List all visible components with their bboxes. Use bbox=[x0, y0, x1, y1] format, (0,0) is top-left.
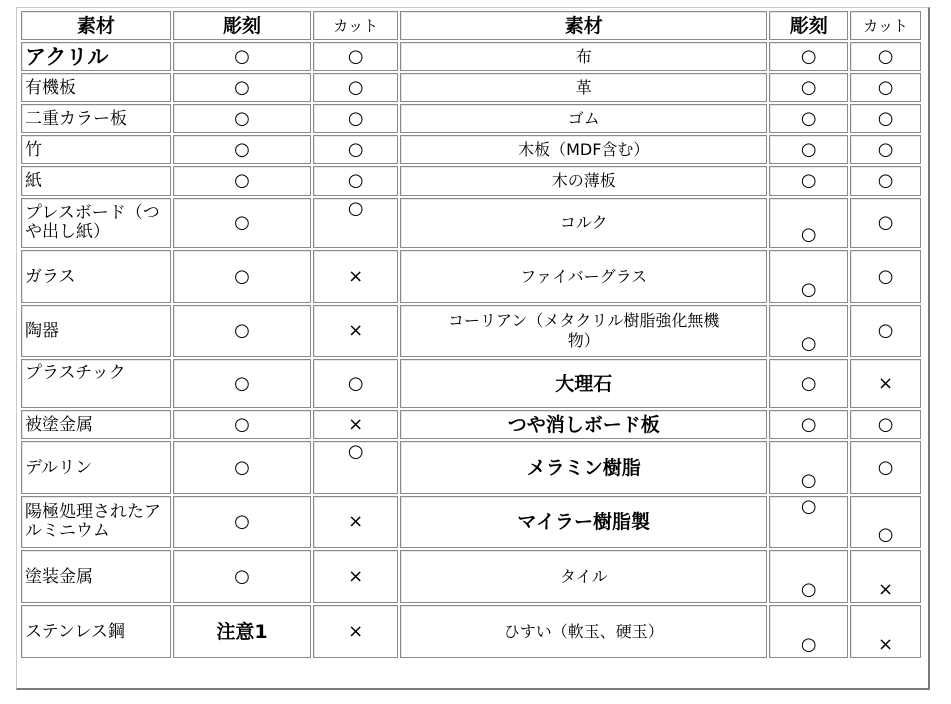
cut-mark: ○ bbox=[850, 250, 921, 303]
cut-mark: ○ bbox=[850, 135, 921, 164]
cut-mark: × bbox=[850, 550, 921, 603]
engrave-mark: ○ bbox=[173, 104, 312, 133]
cut-mark: ○ bbox=[850, 198, 921, 248]
cut-mark: ○ bbox=[850, 496, 921, 548]
header-engrave-left: 彫刻 bbox=[173, 11, 312, 40]
engrave-mark: ○ bbox=[173, 410, 312, 439]
table-row bbox=[21, 605, 921, 658]
material-name: コルク bbox=[400, 198, 767, 248]
engrave-mark: ○ bbox=[173, 73, 312, 102]
header-material-left: 素材 bbox=[21, 11, 171, 40]
material-name: 布 bbox=[400, 42, 767, 71]
material-name: ひすい（軟玉、硬玉） bbox=[400, 605, 767, 658]
engrave-mark: ○ bbox=[769, 135, 848, 164]
table-row bbox=[21, 441, 921, 494]
table-row bbox=[21, 359, 921, 408]
material-name: 木板（MDF含む） bbox=[400, 135, 767, 164]
material-name: プラスチック bbox=[21, 359, 171, 408]
header-row bbox=[21, 11, 921, 40]
cut-mark: × bbox=[850, 359, 921, 408]
cut-mark: ○ bbox=[850, 166, 921, 196]
engrave-mark: ○ bbox=[173, 198, 312, 248]
material-name: 被塗金属 bbox=[21, 410, 171, 439]
header-cut-left: カット bbox=[313, 11, 398, 40]
header-cut-right: カット bbox=[850, 11, 921, 40]
cut-mark: ○ bbox=[313, 359, 398, 408]
cut-mark: × bbox=[850, 605, 921, 658]
header-engrave-right: 彫刻 bbox=[769, 11, 848, 40]
engrave-mark: ○ bbox=[769, 496, 848, 548]
engrave-mark: ○ bbox=[173, 166, 312, 196]
engrave-mark: ○ bbox=[173, 441, 312, 494]
material-name: ガラス bbox=[21, 250, 171, 303]
material-name: 紙 bbox=[21, 166, 171, 196]
engrave-mark: ○ bbox=[769, 305, 848, 357]
table-row bbox=[21, 73, 921, 102]
table-row bbox=[21, 250, 921, 303]
header-material-right: 素材 bbox=[400, 11, 767, 40]
engrave-mark: ○ bbox=[769, 104, 848, 133]
material-name: 陶器 bbox=[21, 305, 171, 357]
cut-mark: ○ bbox=[850, 42, 921, 71]
cut-mark: ○ bbox=[850, 410, 921, 439]
cut-mark: ○ bbox=[313, 198, 398, 248]
table-row bbox=[21, 166, 921, 196]
material-name: つや消しボード板 bbox=[400, 410, 767, 439]
engrave-mark: ○ bbox=[769, 605, 848, 658]
engrave-mark: ○ bbox=[173, 550, 312, 603]
engrave-mark: ○ bbox=[173, 359, 312, 408]
engrave-mark: ○ bbox=[173, 250, 312, 303]
cut-mark: ○ bbox=[313, 104, 398, 133]
material-name: 木の薄板 bbox=[400, 166, 767, 196]
cut-mark: ○ bbox=[313, 441, 398, 494]
table-row bbox=[21, 550, 921, 603]
material-name: 大理石 bbox=[400, 359, 767, 408]
cut-mark: × bbox=[313, 305, 398, 357]
material-name: 二重カラー板 bbox=[21, 104, 171, 133]
material-name: マイラー樹脂製 bbox=[400, 496, 767, 548]
engrave-mark: ○ bbox=[769, 198, 848, 248]
cut-mark: ○ bbox=[850, 73, 921, 102]
materials-table bbox=[19, 9, 923, 660]
table-row bbox=[21, 42, 921, 71]
table-row bbox=[21, 410, 921, 439]
material-name: 革 bbox=[400, 73, 767, 102]
engrave-mark: ○ bbox=[769, 410, 848, 439]
table-row bbox=[21, 496, 921, 548]
engrave-mark: ○ bbox=[769, 250, 848, 303]
material-name: プレスボード（つや出し紙） bbox=[21, 198, 171, 248]
table-row bbox=[21, 104, 921, 133]
material-name: 塗装金属 bbox=[21, 550, 171, 603]
engrave-mark: ○ bbox=[173, 135, 312, 164]
cut-mark: × bbox=[313, 550, 398, 603]
material-name: 陽極処理されたアルミニウム bbox=[21, 496, 171, 548]
engrave-mark: ○ bbox=[173, 305, 312, 357]
material-name: デルリン bbox=[21, 441, 171, 494]
cut-mark: ○ bbox=[313, 42, 398, 71]
engrave-mark: ○ bbox=[769, 441, 848, 494]
engrave-mark: ○ bbox=[769, 73, 848, 102]
cut-mark: ○ bbox=[850, 305, 921, 357]
engrave-note: 注意1 bbox=[173, 605, 312, 658]
table-row bbox=[21, 135, 921, 164]
cut-mark: ○ bbox=[850, 441, 921, 494]
material-name: 有機板 bbox=[21, 73, 171, 102]
material-name: 竹 bbox=[21, 135, 171, 164]
engrave-mark: ○ bbox=[173, 496, 312, 548]
material-name: タイル bbox=[400, 550, 767, 603]
engrave-mark: ○ bbox=[769, 359, 848, 408]
material-name: コーリアン（メタクリル樹脂強化無機物） bbox=[400, 305, 767, 357]
material-name: ゴム bbox=[400, 104, 767, 133]
engrave-mark: ○ bbox=[769, 166, 848, 196]
table-row bbox=[21, 198, 921, 248]
material-name: メラミン樹脂 bbox=[400, 441, 767, 494]
cut-mark: × bbox=[313, 496, 398, 548]
material-name: アクリル bbox=[21, 42, 171, 71]
cut-mark: × bbox=[313, 410, 398, 439]
material-name: ステンレス鋼 bbox=[21, 605, 171, 658]
cut-mark: × bbox=[313, 250, 398, 303]
cut-mark: ○ bbox=[313, 166, 398, 196]
cut-mark: ○ bbox=[313, 73, 398, 102]
material-name: ファイバーグラス bbox=[400, 250, 767, 303]
cut-mark: × bbox=[313, 605, 398, 658]
engrave-mark: ○ bbox=[769, 42, 848, 71]
engrave-mark: ○ bbox=[769, 550, 848, 603]
cut-mark: ○ bbox=[850, 104, 921, 133]
table-row bbox=[21, 305, 921, 357]
cut-mark: ○ bbox=[313, 135, 398, 164]
engrave-mark: ○ bbox=[173, 42, 312, 71]
